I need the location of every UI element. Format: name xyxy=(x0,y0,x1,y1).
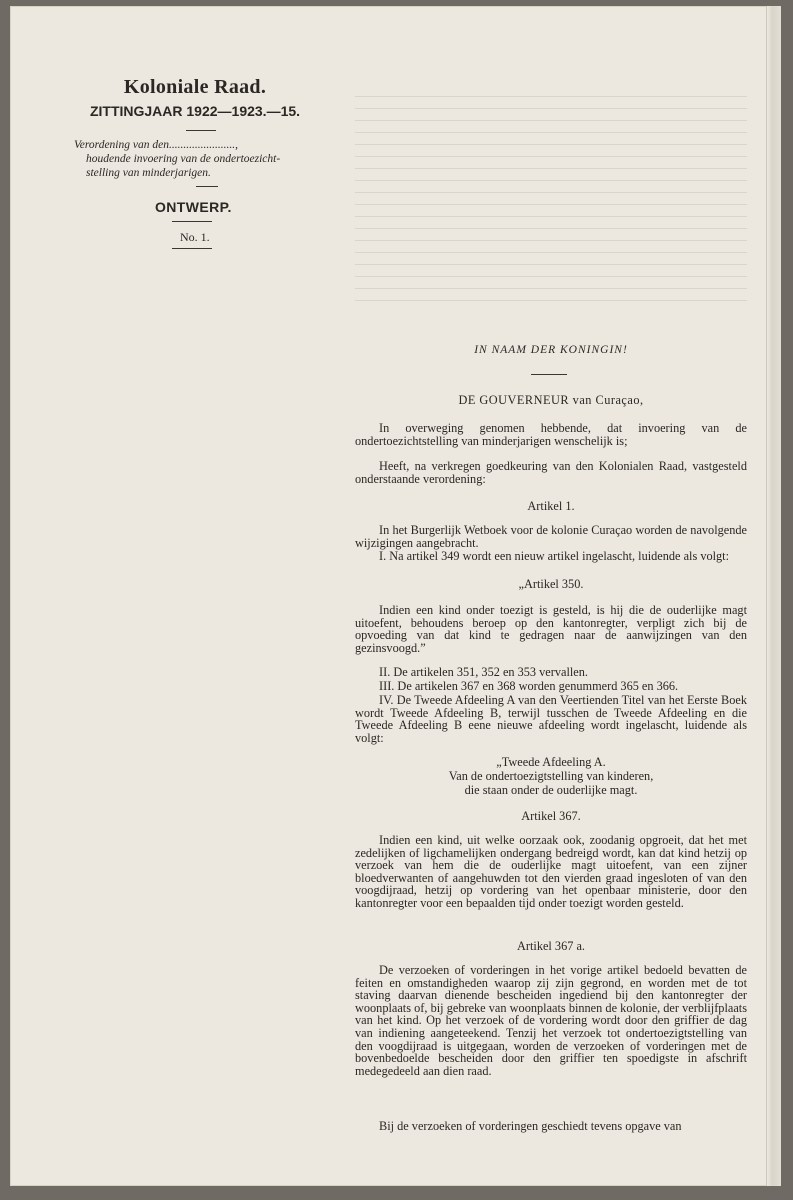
approval-paragraph: Heeft, na verkregen goedkeuring van den Kolonialen Raad, vastgesteld onderstaande verordening: xyxy=(355,459,747,486)
draft-label: ONTWERP. xyxy=(155,199,232,215)
amendment-item-1: I. Na artikel 349 wordt een nieuw artikel ingelascht, luidende als volgt: xyxy=(379,549,730,563)
article-1-intro: In het Burgerlijk Wetboek voor de kolonie Curaçao worden de navolgende wijzigingen aangebracht. xyxy=(355,523,747,550)
document-page xyxy=(10,6,781,1186)
document-header xyxy=(60,76,330,119)
ordinance-description xyxy=(74,138,294,180)
section-title: „Tweede Afdeeling A. xyxy=(496,755,606,769)
description-line: stelling van minderjarigen. xyxy=(86,167,211,179)
description-line: houdende invoering van de ondertoezicht- xyxy=(86,153,281,165)
article-367-text: Indien een kind, uit welke oorzaak ook, zoodanig opgroeit, dat het met zedelijken of ligchamelijken ondergang bedreigd wordt, kan dat kind hetzij op verzoek van hem die de ouderlijke magt uitoefent, van een zijner bloedverwanten of aangehuwden tot den vierden graad ingesloten of van den voogdijraad, hetzij op vordering van het openbaar ministerie, door den kantonregter voor een bepaalden tijd onder toezigt worden gesteld. xyxy=(355,833,747,910)
amendment-item-2: II. De artikelen 351, 352 en 353 vervallen. xyxy=(379,665,588,679)
divider xyxy=(196,186,218,187)
description-line: Verordening van den......................., xyxy=(74,139,238,151)
section-subtitle: Van de ondertoezigtstelling van kinderen, xyxy=(448,769,654,783)
session-year: ZITTINGJAAR 1922—1923.—15. xyxy=(89,103,301,119)
divider xyxy=(172,248,212,249)
document-number: No. 1. xyxy=(180,230,210,244)
divider xyxy=(531,374,567,375)
article-350-text: Indien een kind onder toezigt is gesteld, is hij die de ouderlijke magt uitoefent, behoudens beroep op den kantonregter, verpligt zich bij de opvoeding van dat kind te gedragen naar de aanwijzingen van den gezinsvoogd.” xyxy=(355,603,747,655)
governor-line: DE GOUVERNEUR van Curaçao, xyxy=(458,393,644,407)
section-subtitle: die staan onder de ouderlijke magt. xyxy=(464,783,638,797)
amendment-item-4: IV. De Tweede Afdeeling A van den Veertienden Titel van het Eerste Boek wordt Tweede Afdeeling B, terwijl tusschen de Tweede Afdeeling en die Tweede Afdeeling B eene nieuwe afdeeling wordt ingelascht, luidende als volgt: xyxy=(355,693,747,745)
divider xyxy=(186,130,216,131)
continuation-line: Bij de verzoeken of vorderingen geschiedt tevens opgave van xyxy=(379,1119,682,1133)
page-edge xyxy=(766,6,781,1186)
bleed-through-text xyxy=(355,96,747,326)
article-367a-text: De verzoeken of vorderingen in het vorige artikel bedoeld bevatten de feiten en omstandigheden waarop zij zijn gegrond, en worden met de tot staving daarvan dienende bescheiden ingediend bij den kantonregter der woonplaats of, bij gebreke van woonplaats binnen de kolonie, der verblijfplaats van het kind. Op het verzoek of de vordering wordt door den griffier de dag van indiening aangeteekend. Tenzij het verzoek tot ondertoezigtstelling van den voogdijraad is uitgegaan, worden de verzoeken of vorderingen met de bovenbedoelde bescheiden door den griffier ten spoedigste in afschrift medegedeeld aan dien raad. xyxy=(355,963,747,1078)
amendment-item-3: III. De artikelen 367 en 368 worden genummerd 365 en 366. xyxy=(379,679,679,693)
article-350-title: „Artikel 350. xyxy=(518,577,584,591)
article-367a-title: Artikel 367 a. xyxy=(517,939,585,953)
considering-paragraph: In overweging genomen hebbende, dat invoering van de ondertoezichtstelling van minderjarigen wenschelijk is; xyxy=(355,421,747,448)
article-1-title: Artikel 1. xyxy=(527,499,575,513)
article-367-title: Artikel 367. xyxy=(521,809,581,823)
invocation: IN NAAM DER KONINGIN! xyxy=(474,344,628,356)
divider xyxy=(172,221,212,222)
council-title: Koloniale Raad. xyxy=(123,76,267,98)
